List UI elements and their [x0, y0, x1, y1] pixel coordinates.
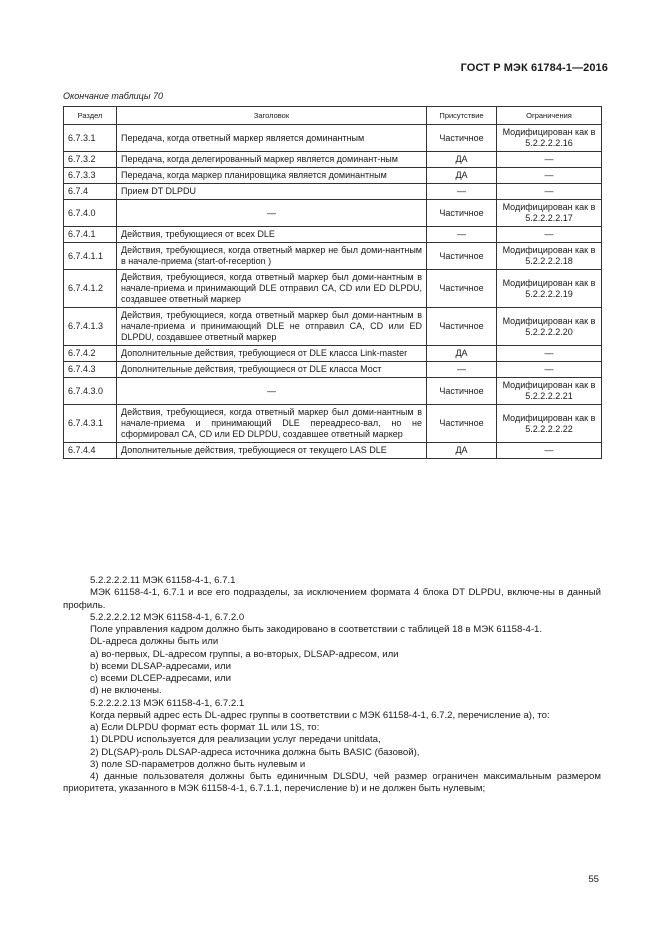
- cell-section: 6.7.4.2: [64, 346, 117, 362]
- table-header-row: [64, 107, 602, 125]
- paragraph: 4) данные пользователя должны быть единичным DLSDU, чей размер ограничен максимальным размером приоритета, указанного в МЭК 61158-4-1, 6.7.1.1, перечисление b) и не должен быть нулевым;: [63, 771, 601, 795]
- cell-presence: —: [427, 362, 497, 378]
- cell-limits: Модифицирован как в 5.2.2.2.2.19: [497, 270, 602, 308]
- paragraph: 5.2.2.2.2.13 МЭК 61158-4-1, 6.7.2.1: [90, 697, 245, 709]
- standard-header: ГОСТ Р МЭК 61784-1—2016: [460, 62, 608, 74]
- table-caption: Окончание таблицы 70: [63, 91, 163, 101]
- paragraph: a) во-первых, DL-адресом группы, а во-вторых, DLSAP-адресом, или: [90, 648, 399, 660]
- table-row: [64, 125, 602, 152]
- paragraph: Поле управления кадром должно быть закодировано в соответствии с таблицей 18 в МЭК 61158-4-1.: [90, 624, 543, 635]
- cell-title: Передача, когда делегированный маркер является доминант-ным: [117, 152, 427, 168]
- cell-presence: Частичное: [427, 405, 497, 443]
- cell-section: 6.7.4.1: [64, 227, 117, 243]
- cell-limits: Модифицирован как в 5.2.2.2.2.18: [497, 243, 602, 270]
- cell-limits: Модифицирован как в 5.2.2.2.2.21: [497, 378, 602, 405]
- table-row: [64, 200, 602, 227]
- cell-section: 6.7.4.1.2: [64, 270, 117, 308]
- paragraph: 3) поле SD-параметров должно быть нулевым и: [90, 758, 306, 770]
- cell-title: Передача, когда ответный маркер является доминантным: [117, 125, 427, 152]
- cell-limits: —: [497, 443, 602, 459]
- cell-presence: Частичное: [427, 378, 497, 405]
- paragraph: 5.2.2.2.2.12 МЭК 61158-4-1, 6.7.2.0: [90, 611, 245, 623]
- table-row: [64, 378, 602, 405]
- cell-title: Действия, требующиеся от всех DLE: [117, 227, 427, 243]
- cell-section: 6.7.4.1.3: [64, 308, 117, 346]
- cell-presence: Частичное: [427, 125, 497, 152]
- paragraph: c) всеми DLCEP-адресами, или: [90, 673, 231, 684]
- cell-limits: —: [497, 346, 602, 362]
- cell-section: 6.7.4.0: [64, 200, 117, 227]
- paragraph: DL-адреса должны быть или: [90, 636, 219, 648]
- cell-section: 6.7.4: [64, 184, 117, 200]
- cell-presence: —: [427, 227, 497, 243]
- table-row: [64, 227, 602, 243]
- cell-title: Действия, требующиеся, когда ответный маркер был доми-нантным в начале-приема и принимающий DLE переадресо-вал, но не сформировал CA, CD или ED DLPDU, создавшее ответный маркер: [117, 405, 427, 443]
- paragraph: Когда первый адрес есть DL-адрес группы в соответствии с МЭК 61158-4-1, 6.7.2, перечисление a), то:: [90, 709, 550, 721]
- body-text: [63, 575, 601, 796]
- cell-title: Прием DT DLPDU: [117, 184, 427, 200]
- cell-title: Действия, требующиеся, когда ответный маркер был доми-нантным в начале-приема и принимающий DLE не отправил CA, CD или ED DLPDU, создавшее ответный маркер: [117, 308, 427, 346]
- paragraph: d) не включены.: [90, 685, 162, 697]
- cell-presence: ДА: [427, 443, 497, 459]
- table-row: [64, 152, 602, 168]
- cell-title: Действия, требующиеся, когда ответный маркер был доми-нантным в начале-приема и принимающий DLE отправил CA, CD или ED DLPDU, создавшее ответный маркер: [117, 270, 427, 308]
- paragraph: a) Если DLPDU формат есть формат 1L или 1S, то:: [90, 722, 320, 733]
- paragraph: 5.2.2.2.2.11 МЭК 61158-4-1, 6.7.1: [90, 575, 236, 586]
- col-header-limits: Ограничения: [497, 107, 602, 125]
- table-row: [64, 405, 602, 443]
- cell-title: Действия, требующиеся, когда ответный маркер не был доми-нантным в начале-приема (start-of-reception ): [117, 243, 427, 270]
- cell-presence: Частичное: [427, 308, 497, 346]
- cell-presence: Частичное: [427, 243, 497, 270]
- cell-section: 6.7.4.4: [64, 443, 117, 459]
- paragraph: МЭК 61158-4-1, 6.7.1 и все его подразделы, за исключением формата 4 блока DT DLPDU, включе-ны в данный профиль.: [63, 587, 601, 611]
- cell-limits: —: [497, 362, 602, 378]
- cell-section: 6.7.3.2: [64, 152, 117, 168]
- cell-section: 6.7.4.1.1: [64, 243, 117, 270]
- cell-presence: ДА: [427, 152, 497, 168]
- cell-title: Дополнительные действия, требующиеся от DLE класса Мост: [117, 362, 427, 378]
- cell-presence: ДА: [427, 168, 497, 184]
- cell-section: 6.7.4.3.0: [64, 378, 117, 405]
- col-header-presence: Присутствие: [427, 107, 497, 125]
- cell-section: 6.7.4.3: [64, 362, 117, 378]
- table-row: [64, 346, 602, 362]
- cell-limits: —: [497, 152, 602, 168]
- cell-presence: Частичное: [427, 270, 497, 308]
- cell-presence: Частичное: [427, 200, 497, 227]
- col-header-title: Заголовок: [117, 107, 427, 125]
- paragraph: b) всеми DLSAP-адресами, или: [90, 660, 231, 672]
- table-row: [64, 362, 602, 378]
- table-row: [64, 184, 602, 200]
- table-row: [64, 168, 602, 184]
- profile-table: [63, 106, 602, 459]
- cell-section: 6.7.3.3: [64, 168, 117, 184]
- page-number: 55: [588, 874, 599, 885]
- paragraph: 1) DLPDU используется для реализации услуг передачи unitdata,: [90, 734, 381, 746]
- col-header-section: Раздел: [64, 107, 117, 125]
- cell-presence: ДА: [427, 346, 497, 362]
- cell-limits: —: [497, 184, 602, 200]
- paragraph: 2) DL(SAP)-роль DLSAP-адреса источника должна быть BASIC (базовой),: [90, 746, 420, 758]
- table-row: [64, 270, 602, 308]
- cell-section: 6.7.3.1: [64, 125, 117, 152]
- cell-limits: —: [497, 227, 602, 243]
- cell-title: Передача, когда маркер планировщика является доминантным: [117, 168, 427, 184]
- cell-presence: —: [427, 184, 497, 200]
- cell-section: 6.7.4.3.1: [64, 405, 117, 443]
- cell-limits: Модифицирован как в 5.2.2.2.2.20: [497, 308, 602, 346]
- cell-title: Дополнительные действия, требующиеся от текущего LAS DLE: [117, 443, 427, 459]
- cell-limits: Модифицирован как в 5.2.2.2.2.22: [497, 405, 602, 443]
- cell-limits: Модифицирован как в 5.2.2.2.2.17: [497, 200, 602, 227]
- cell-limits: Модифицирован как в 5.2.2.2.2.16: [497, 125, 602, 152]
- cell-limits: —: [497, 168, 602, 184]
- table-row: [64, 308, 602, 346]
- cell-title: —: [117, 378, 427, 405]
- table-row: [64, 243, 602, 270]
- cell-title: —: [117, 200, 427, 227]
- cell-title: Дополнительные действия, требующиеся от DLE класса Link-master: [117, 346, 427, 362]
- table-row: [64, 443, 602, 459]
